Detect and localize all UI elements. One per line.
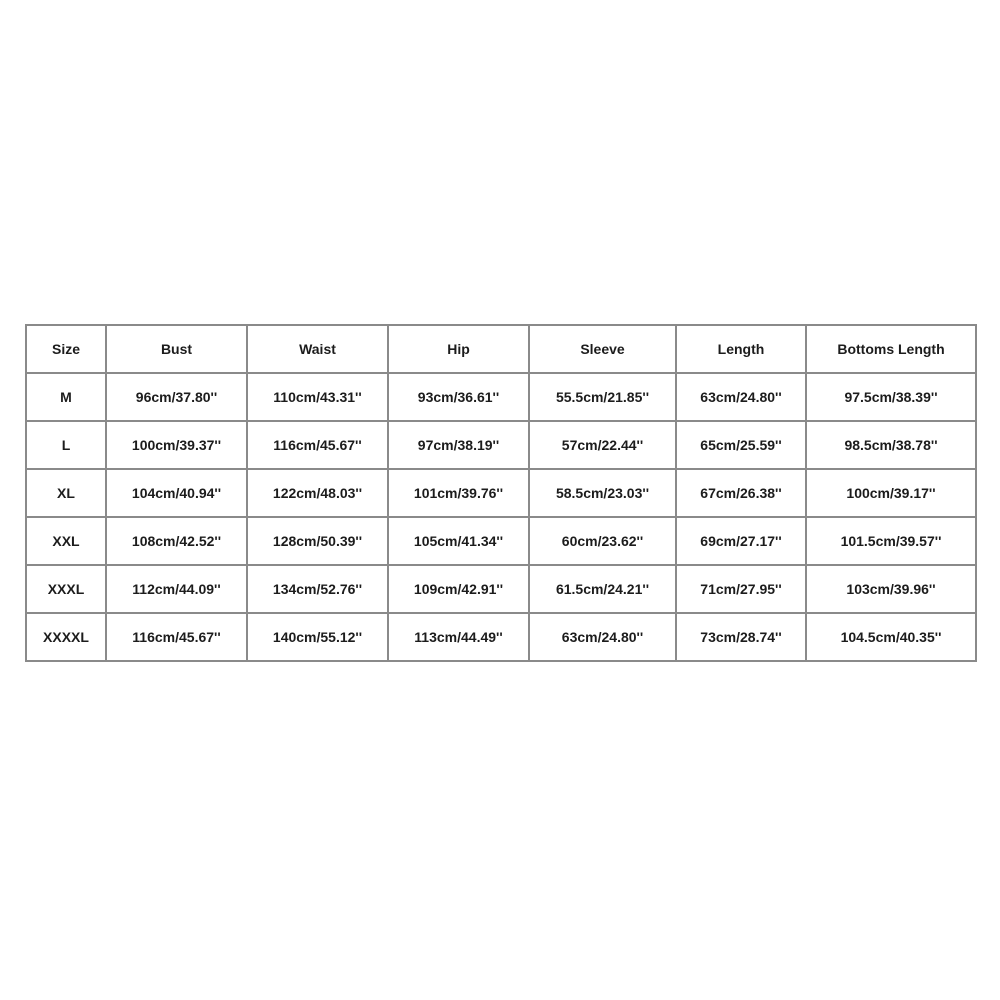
cell-waist: 122cm/48.03'' (247, 469, 388, 517)
cell-length: 71cm/27.95'' (676, 565, 806, 613)
cell-size: M (26, 373, 106, 421)
table-row (26, 373, 976, 421)
cell-waist: 128cm/50.39'' (247, 517, 388, 565)
table-row (26, 565, 976, 613)
cell-bust: 108cm/42.52'' (106, 517, 247, 565)
cell-waist: 110cm/43.31'' (247, 373, 388, 421)
cell-hip: 109cm/42.91'' (388, 565, 529, 613)
cell-sleeve: 60cm/23.62'' (529, 517, 676, 565)
cell-bust: 112cm/44.09'' (106, 565, 247, 613)
header-length: Length (676, 325, 806, 373)
cell-length: 73cm/28.74'' (676, 613, 806, 661)
cell-hip: 105cm/41.34'' (388, 517, 529, 565)
cell-bottoms-length: 101.5cm/39.57'' (806, 517, 976, 565)
header-bust: Bust (106, 325, 247, 373)
cell-length: 65cm/25.59'' (676, 421, 806, 469)
cell-length: 63cm/24.80'' (676, 373, 806, 421)
cell-bust: 116cm/45.67'' (106, 613, 247, 661)
cell-size: XL (26, 469, 106, 517)
cell-sleeve: 63cm/24.80'' (529, 613, 676, 661)
table-row (26, 613, 976, 661)
cell-sleeve: 57cm/22.44'' (529, 421, 676, 469)
cell-bottoms-length: 103cm/39.96'' (806, 565, 976, 613)
header-sleeve: Sleeve (529, 325, 676, 373)
table-row (26, 517, 976, 565)
cell-hip: 93cm/36.61'' (388, 373, 529, 421)
cell-size: XXL (26, 517, 106, 565)
header-row (26, 325, 976, 373)
header-hip: Hip (388, 325, 529, 373)
cell-bust: 100cm/39.37'' (106, 421, 247, 469)
cell-size: XXXL (26, 565, 106, 613)
size-chart-table (25, 324, 977, 662)
cell-size: XXXXL (26, 613, 106, 661)
cell-length: 67cm/26.38'' (676, 469, 806, 517)
cell-waist: 134cm/52.76'' (247, 565, 388, 613)
cell-hip: 113cm/44.49'' (388, 613, 529, 661)
cell-bust: 104cm/40.94'' (106, 469, 247, 517)
cell-hip: 101cm/39.76'' (388, 469, 529, 517)
cell-hip: 97cm/38.19'' (388, 421, 529, 469)
cell-waist: 140cm/55.12'' (247, 613, 388, 661)
cell-waist: 116cm/45.67'' (247, 421, 388, 469)
cell-bottoms-length: 98.5cm/38.78'' (806, 421, 976, 469)
header-bottoms-length: Bottoms Length (806, 325, 976, 373)
cell-bust: 96cm/37.80'' (106, 373, 247, 421)
cell-sleeve: 58.5cm/23.03'' (529, 469, 676, 517)
cell-sleeve: 61.5cm/24.21'' (529, 565, 676, 613)
cell-length: 69cm/27.17'' (676, 517, 806, 565)
cell-sleeve: 55.5cm/21.85'' (529, 373, 676, 421)
table-row (26, 469, 976, 517)
cell-bottoms-length: 97.5cm/38.39'' (806, 373, 976, 421)
cell-bottoms-length: 100cm/39.17'' (806, 469, 976, 517)
header-waist: Waist (247, 325, 388, 373)
cell-bottoms-length: 104.5cm/40.35'' (806, 613, 976, 661)
table-row (26, 421, 976, 469)
cell-size: L (26, 421, 106, 469)
header-size: Size (26, 325, 106, 373)
